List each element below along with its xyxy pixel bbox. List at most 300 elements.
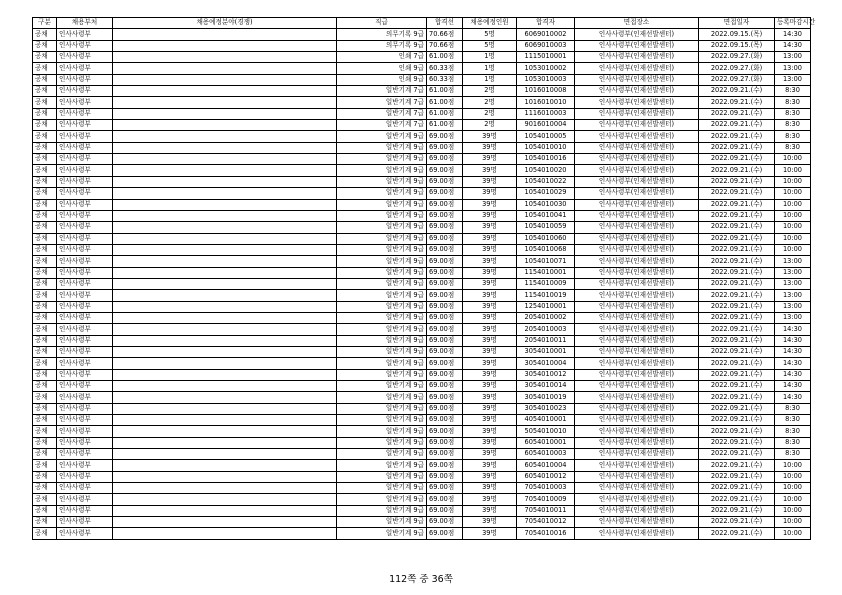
table-row [33,52,811,63]
cell-count: 5명 [463,40,517,51]
cell-dept: 인사사령부 [57,86,113,97]
cell-score: 69.00점 [427,222,463,233]
cell-score: 60.33점 [427,63,463,74]
cell-grade: 일반기계 9급 [337,301,427,312]
cell-count: 1명 [463,52,517,63]
cell-applicant-number: 3054010001 [517,346,575,357]
cell-dept: 인사사령부 [57,369,113,380]
cell-applicant-number: 7054010009 [517,494,575,505]
cell-location: 인사사령부(인재선발센터) [575,460,699,471]
cell-location: 인사사령부(인재선발센터) [575,131,699,142]
cell-count: 39명 [463,483,517,494]
cell-date: 2022.09.21.(수) [699,210,775,221]
cell-date: 2022.09.21.(수) [699,256,775,267]
cell-date: 2022.09.21.(수) [699,415,775,426]
cell-grade: 일반기계 9급 [337,312,427,323]
cell-type: 공채 [33,63,57,74]
cell-field [113,278,337,289]
cell-field [113,256,337,267]
cell-location: 인사사령부(인재선발센터) [575,40,699,51]
cell-applicant-number: 1054010020 [517,165,575,176]
cell-location: 인사사령부(인재선발센터) [575,346,699,357]
cell-count: 39명 [463,312,517,323]
cell-dept: 인사사령부 [57,256,113,267]
cell-date: 2022.09.21.(수) [699,335,775,346]
cell-type: 공채 [33,369,57,380]
cell-field [113,426,337,437]
cell-applicant-number: 1054010005 [517,131,575,142]
cell-type: 공채 [33,244,57,255]
cell-time: 10:00 [775,494,811,505]
cell-type: 공채 [33,176,57,187]
cell-score: 69.00점 [427,199,463,210]
cell-time: 8:30 [775,97,811,108]
col-header-date: 면접일자 [699,18,775,29]
cell-dept: 인사사령부 [57,97,113,108]
cell-count: 39명 [463,131,517,142]
cell-grade: 일반기계 9급 [337,335,427,346]
cell-count: 39명 [463,369,517,380]
cell-time: 13:00 [775,301,811,312]
cell-grade: 일반기계 9급 [337,471,427,482]
cell-count: 39명 [463,165,517,176]
cell-date: 2022.09.21.(수) [699,381,775,392]
cell-time: 8:30 [775,415,811,426]
cell-type: 공채 [33,483,57,494]
cell-applicant-number: 2054010003 [517,324,575,335]
cell-date: 2022.09.21.(수) [699,267,775,278]
cell-date: 2022.09.27.(화) [699,63,775,74]
cell-score: 69.00점 [427,437,463,448]
cell-count: 39명 [463,358,517,369]
cell-grade: 일반기계 9급 [337,483,427,494]
cell-score: 69.00점 [427,142,463,153]
cell-dept: 인사사령부 [57,381,113,392]
cell-count: 2명 [463,97,517,108]
cell-score: 69.00점 [427,415,463,426]
cell-applicant-number: 1054010060 [517,233,575,244]
cell-time: 8:30 [775,142,811,153]
cell-count: 39명 [463,381,517,392]
cell-count: 39명 [463,392,517,403]
cell-count: 39명 [463,403,517,414]
cell-location: 인사사령부(인재선발센터) [575,324,699,335]
cell-type: 공채 [33,267,57,278]
cell-score: 69.00점 [427,154,463,165]
cell-dept: 인사사령부 [57,290,113,301]
table-row [33,40,811,51]
cell-time: 14:30 [775,335,811,346]
cell-score: 69.00점 [427,256,463,267]
cell-type: 공채 [33,40,57,51]
cell-count: 39명 [463,505,517,516]
cell-score: 61.00점 [427,120,463,131]
cell-score: 69.00점 [427,449,463,460]
cell-date: 2022.09.21.(수) [699,312,775,323]
cell-type: 공채 [33,131,57,142]
cell-applicant-number: 3054010012 [517,369,575,380]
cell-score: 69.00점 [427,301,463,312]
cell-applicant-number: 7054010012 [517,517,575,528]
cell-applicant-number: 3054010014 [517,381,575,392]
cell-count: 39명 [463,346,517,357]
table-row [33,278,811,289]
table-row [33,483,811,494]
cell-field [113,154,337,165]
col-header-count: 채용예정인원 [463,18,517,29]
cell-grade: 일반기계 9급 [337,505,427,516]
cell-dept: 인사사령부 [57,449,113,460]
cell-grade: 일반기계 9급 [337,256,427,267]
cell-count: 39명 [463,460,517,471]
cell-type: 공채 [33,165,57,176]
cell-time: 10:00 [775,154,811,165]
cell-score: 69.00점 [427,131,463,142]
table-row [33,210,811,221]
cell-applicant-number: 6054010004 [517,460,575,471]
cell-time: 14:30 [775,392,811,403]
cell-time: 13:00 [775,52,811,63]
cell-score: 61.00점 [427,97,463,108]
cell-dept: 인사사령부 [57,483,113,494]
cell-field [113,324,337,335]
cell-location: 인사사령부(인재선발센터) [575,483,699,494]
cell-applicant-number: 1054010022 [517,176,575,187]
cell-type: 공채 [33,74,57,85]
cell-location: 인사사령부(인재선발센터) [575,210,699,221]
cell-location: 인사사령부(인재선발센터) [575,256,699,267]
cell-date: 2022.09.15.(목) [699,40,775,51]
cell-field [113,52,337,63]
cell-applicant-number: 1016010010 [517,97,575,108]
cell-location: 인사사령부(인재선발센터) [575,108,699,119]
table-row [33,120,811,131]
cell-grade: 일반기계 9급 [337,154,427,165]
table-row [33,142,811,153]
cell-count: 2명 [463,86,517,97]
cell-dept: 인사사령부 [57,301,113,312]
cell-field [113,392,337,403]
cell-grade: 일반기계 9급 [337,449,427,460]
cell-field [113,505,337,516]
cell-date: 2022.09.15.(목) [699,29,775,40]
col-header-field: 채용예정분야(경쟁) [113,18,337,29]
cell-date: 2022.09.21.(수) [699,494,775,505]
cell-applicant-number: 1054010071 [517,256,575,267]
cell-grade: 일반기계 9급 [337,222,427,233]
cell-field [113,381,337,392]
cell-applicant-number: 3054010023 [517,403,575,414]
cell-dept: 인사사령부 [57,278,113,289]
cell-field [113,188,337,199]
cell-score: 69.00점 [427,517,463,528]
cell-applicant-number: 1016010008 [517,86,575,97]
cell-dept: 인사사령부 [57,392,113,403]
cell-grade: 일반기계 9급 [337,210,427,221]
cell-applicant-number: 1115010001 [517,52,575,63]
cell-count: 39명 [463,233,517,244]
cell-location: 인사사령부(인재선발센터) [575,449,699,460]
table-row [33,335,811,346]
cell-applicant-number: 1054010010 [517,142,575,153]
cell-grade: 일반기계 7급 [337,120,427,131]
cell-grade: 일반기계 9급 [337,346,427,357]
cell-location: 인사사령부(인재선발센터) [575,471,699,482]
cell-type: 공채 [33,210,57,221]
cell-dept: 인사사령부 [57,346,113,357]
cell-dept: 인사사령부 [57,210,113,221]
cell-location: 인사사령부(인재선발센터) [575,392,699,403]
cell-type: 공채 [33,528,57,539]
cell-score: 69.00점 [427,460,463,471]
cell-score: 69.00점 [427,528,463,539]
cell-dept: 인사사령부 [57,426,113,437]
cell-grade: 일반기계 9급 [337,369,427,380]
cell-time: 8:30 [775,403,811,414]
cell-count: 39명 [463,494,517,505]
cell-dept: 인사사령부 [57,165,113,176]
cell-type: 공채 [33,301,57,312]
cell-location: 인사사령부(인재선발센터) [575,267,699,278]
cell-applicant-number: 2054010002 [517,312,575,323]
cell-type: 공채 [33,312,57,323]
cell-field [113,233,337,244]
cell-field [113,483,337,494]
table-row [33,460,811,471]
cell-date: 2022.09.21.(수) [699,278,775,289]
cell-score: 69.00점 [427,244,463,255]
cell-count: 39명 [463,290,517,301]
cell-dept: 인사사령부 [57,312,113,323]
cell-dept: 인사사령부 [57,494,113,505]
cell-applicant-number: 1054010029 [517,188,575,199]
cell-location: 인사사령부(인재선발센터) [575,188,699,199]
col-header-number: 합격자 [517,18,575,29]
cell-score: 69.00점 [427,233,463,244]
cell-type: 공채 [33,346,57,357]
cell-time: 14:30 [775,29,811,40]
cell-applicant-number: 7054010016 [517,528,575,539]
cell-date: 2022.09.21.(수) [699,517,775,528]
cell-count: 39명 [463,278,517,289]
cell-type: 공채 [33,415,57,426]
cell-dept: 인사사령부 [57,222,113,233]
cell-applicant-number: 6054010001 [517,437,575,448]
cell-applicant-number: 1254010001 [517,301,575,312]
cell-dept: 인사사령부 [57,63,113,74]
col-header-grade: 직급 [337,18,427,29]
cell-field [113,267,337,278]
cell-dept: 인사사령부 [57,74,113,85]
cell-grade: 일반기계 9급 [337,403,427,414]
cell-type: 공채 [33,154,57,165]
cell-date: 2022.09.21.(수) [699,233,775,244]
cell-date: 2022.09.21.(수) [699,290,775,301]
table-row [33,426,811,437]
cell-time: 13:00 [775,267,811,278]
cell-grade: 의무기록 9급 [337,29,427,40]
cell-time: 13:00 [775,256,811,267]
cell-count: 39명 [463,426,517,437]
cell-count: 39명 [463,176,517,187]
cell-grade: 일반기계 9급 [337,278,427,289]
cell-date: 2022.09.21.(수) [699,460,775,471]
table-row [33,267,811,278]
cell-location: 인사사령부(인재선발센터) [575,120,699,131]
table-row [33,188,811,199]
cell-grade: 일반기계 9급 [337,437,427,448]
cell-type: 공채 [33,335,57,346]
cell-count: 39명 [463,267,517,278]
cell-time: 10:00 [775,188,811,199]
cell-count: 39명 [463,154,517,165]
cell-grade: 일반기계 9급 [337,199,427,210]
cell-count: 39명 [463,437,517,448]
cell-type: 공채 [33,108,57,119]
cell-field [113,449,337,460]
cell-field [113,494,337,505]
cell-dept: 인사사령부 [57,188,113,199]
cell-date: 2022.09.21.(수) [699,222,775,233]
cell-time: 10:00 [775,528,811,539]
cell-count: 1명 [463,63,517,74]
cell-applicant-number: 6069010003 [517,40,575,51]
cell-location: 인사사령부(인재선발센터) [575,142,699,153]
table-row [33,233,811,244]
cell-dept: 인사사령부 [57,528,113,539]
cell-field [113,131,337,142]
cell-applicant-number: 6054010012 [517,471,575,482]
cell-field [113,108,337,119]
table-body [33,29,811,539]
cell-dept: 인사사령부 [57,437,113,448]
cell-grade: 일반기계 9급 [337,188,427,199]
cell-field [113,437,337,448]
cell-grade: 인쇄 9급 [337,63,427,74]
cell-time: 8:30 [775,437,811,448]
cell-grade: 일반기계 9급 [337,358,427,369]
cell-count: 39명 [463,142,517,153]
cell-score: 69.00점 [427,346,463,357]
cell-score: 69.00점 [427,188,463,199]
cell-field [113,301,337,312]
cell-score: 61.00점 [427,108,463,119]
cell-count: 39명 [463,244,517,255]
table-row [33,449,811,460]
cell-field [113,471,337,482]
cell-type: 공채 [33,381,57,392]
cell-count: 39명 [463,517,517,528]
cell-time: 13:00 [775,278,811,289]
col-header-score: 합격선 [427,18,463,29]
cell-count: 39명 [463,210,517,221]
cell-applicant-number: 1154010009 [517,278,575,289]
table-row [33,154,811,165]
cell-type: 공채 [33,505,57,516]
cell-score: 69.00점 [427,381,463,392]
cell-type: 공채 [33,392,57,403]
cell-field [113,120,337,131]
cell-field [113,335,337,346]
cell-dept: 인사사령부 [57,505,113,516]
cell-date: 2022.09.21.(수) [699,165,775,176]
cell-location: 인사사령부(인재선발센터) [575,165,699,176]
table-row [33,199,811,210]
cell-score: 69.00점 [427,267,463,278]
cell-field [113,517,337,528]
cell-field [113,346,337,357]
cell-score: 69.00점 [427,165,463,176]
cell-location: 인사사령부(인재선발센터) [575,494,699,505]
cell-time: 10:00 [775,165,811,176]
cell-field [113,176,337,187]
cell-dept: 인사사령부 [57,29,113,40]
cell-score: 60.33점 [427,74,463,85]
cell-date: 2022.09.21.(수) [699,176,775,187]
cell-date: 2022.09.21.(수) [699,369,775,380]
cell-score: 69.00점 [427,471,463,482]
cell-grade: 일반기계 9급 [337,494,427,505]
cell-grade: 일반기계 9급 [337,517,427,528]
table-row [33,63,811,74]
cell-count: 39명 [463,335,517,346]
cell-dept: 인사사령부 [57,40,113,51]
header-row [33,18,811,29]
cell-type: 공채 [33,449,57,460]
cell-score: 69.00점 [427,358,463,369]
cell-time: 10:00 [775,222,811,233]
cell-applicant-number: 1054010059 [517,222,575,233]
table-row [33,176,811,187]
cell-type: 공채 [33,142,57,153]
cell-type: 공채 [33,256,57,267]
cell-count: 39명 [463,324,517,335]
table-row [33,415,811,426]
cell-count: 39명 [463,471,517,482]
table-row [33,392,811,403]
cell-time: 14:30 [775,324,811,335]
cell-field [113,369,337,380]
cell-time: 8:30 [775,449,811,460]
cell-location: 인사사령부(인재선발센터) [575,63,699,74]
cell-grade: 일반기계 9급 [337,415,427,426]
cell-score: 61.00점 [427,52,463,63]
cell-count: 2명 [463,120,517,131]
table-row [33,290,811,301]
cell-time: 10:00 [775,471,811,482]
cell-date: 2022.09.21.(수) [699,86,775,97]
cell-date: 2022.09.21.(수) [699,324,775,335]
cell-location: 인사사령부(인재선발센터) [575,97,699,108]
cell-field [113,74,337,85]
cell-location: 인사사령부(인재선발센터) [575,29,699,40]
cell-date: 2022.09.21.(수) [699,392,775,403]
cell-score: 69.00점 [427,335,463,346]
cell-time: 13:00 [775,74,811,85]
cell-location: 인사사령부(인재선발센터) [575,517,699,528]
col-header-type: 구분 [33,18,57,29]
cell-type: 공채 [33,199,57,210]
cell-count: 39명 [463,415,517,426]
cell-time: 13:00 [775,63,811,74]
table-row [33,324,811,335]
cell-grade: 의무기록 9급 [337,40,427,51]
cell-field [113,312,337,323]
cell-time: 14:30 [775,358,811,369]
cell-count: 39명 [463,449,517,460]
cell-grade: 인쇄 7급 [337,52,427,63]
interview-schedule-table [32,17,816,540]
